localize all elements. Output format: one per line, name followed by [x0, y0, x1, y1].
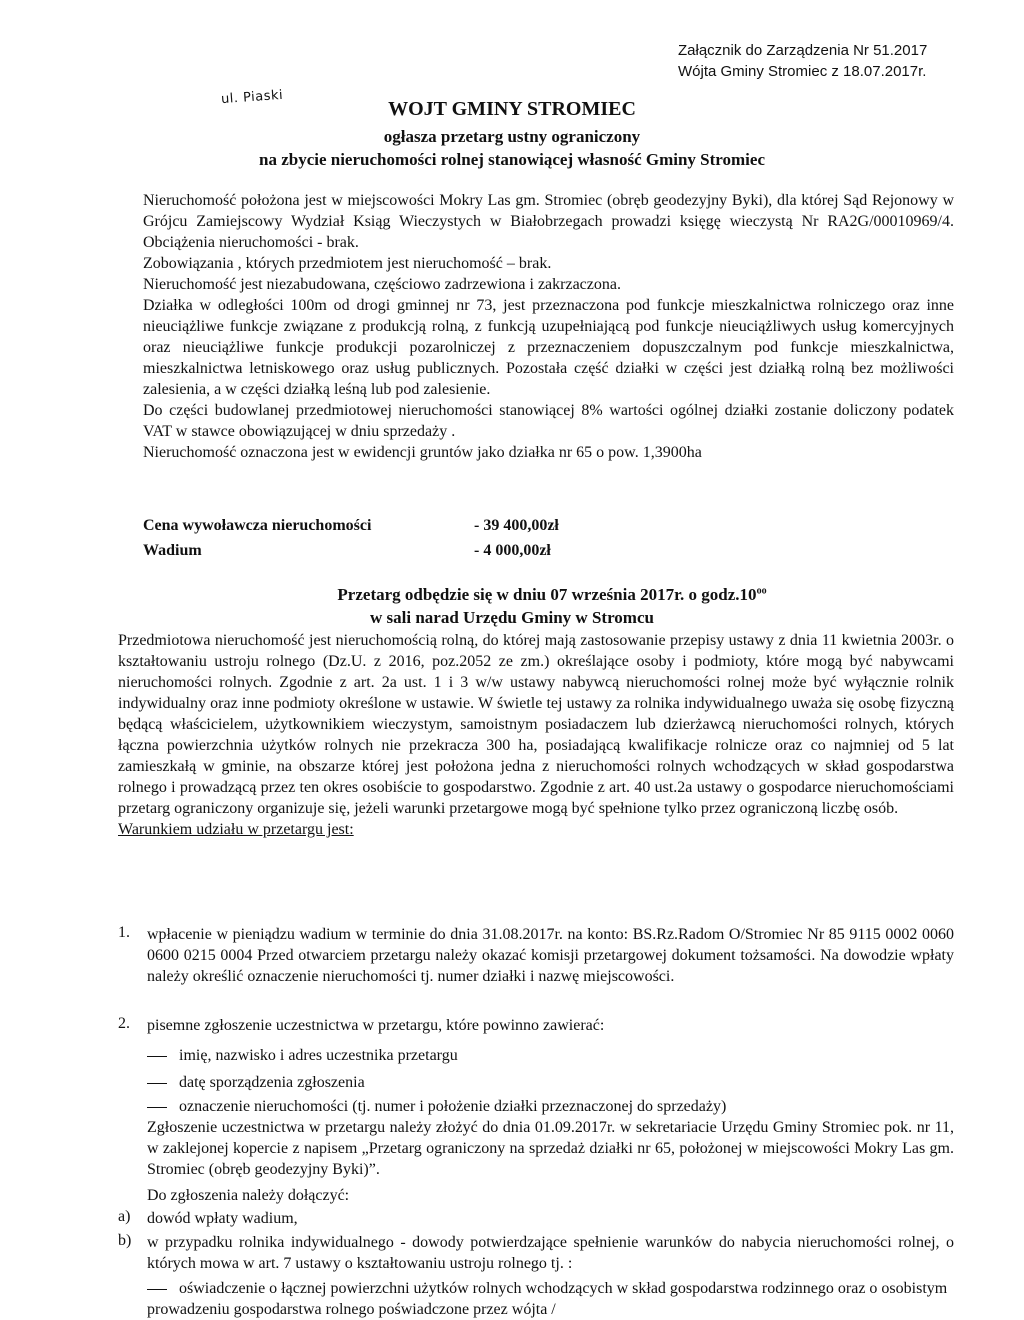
condition-2-text: pisemne zgłoszenie uczestnictwa w przetargu, które powinno zawierać:: [147, 1017, 605, 1034]
submission-paragraph: Zgłoszenie uczestnictwa w przetargu należy złożyć do dnia 01.09.2017r. w sekretariacie Urzędu Gminy Stromiec pok. nr 11, w zaklejonej kopercie z napisem „Przetarg ograniczony na sprzedaż działki nr 65, położonej w miejscowości Mokry Las gm. Stromiec (obręb geodezyjny Byki)”.: [147, 1119, 954, 1178]
body-paragraph-1: Przedmiotowa nieruchomość jest nieruchomością rolną, do której mają zastosowanie przepisy ustawy z dnia 11 kwietnia 2003r. o kształtowaniu ustroju rolnego (Dz.U. z 2016, poz.2052 ze zm.) określające osoby i podmioty, które mogą być nabywcami nieruchomości rolnych. Zgodnie z art. 2a ust. 1 i 3 w/w ustawy nabywcą nieruchomości rolnej może być wyłącznie rolnik indywidualny oraz inne podmioty określone w ustawie. W świetle tej ustawy za rolnika indywidualnego uważa się osobę fizyczną będącą właścicielem, użytkownikiem wieczystym, samoistnym posiadaczem lub dzierżawcą nieruchomości rolnych, których łączna powierzchnia użytków rolnych nie przekracza 300 ha, posiadającą kwalifikacje rolnicze oraz co najmniej od 5 lat zamieszkałą w gminie, na obszarze której jest położona jedna z nieruchomości rolnych wchodzących w skład gospodarstwa rolnego i prowadzącą przez ten okres osobiście to gospodarstwo. Zgodnie z art. 40 ust.2a ustawy o gospodarce nieruchomościami przetarg ograniczony organizuje się, jeżeli warunki przetargowe mogą być spełnione tylko przez ograniczoną liczbę osób.: [118, 632, 954, 817]
dash-bullet: [147, 1107, 167, 1108]
dash-item-last: [147, 1278, 954, 1320]
wadium-label: Wadium: [143, 542, 202, 559]
auction-date: [40, 585, 1024, 605]
condition-2-number: 2.: [118, 1015, 130, 1032]
dash-item: [147, 1047, 458, 1065]
intro-paragraph-5: Do części budowlanej przedmiotowej nieruchomości stanowiącej 8% wartości ogólnej działki zostanie doliczony podatek VAT w stawce obowiązującej w dniu sprzedaży .: [143, 402, 954, 440]
handwritten-note: ul. Piaski: [220, 87, 284, 108]
attachments-heading: Do zgłoszenia należy dołączyć:: [147, 1187, 350, 1204]
dash-bullet: [147, 1289, 167, 1290]
intro-paragraph-1: Nieruchomość położona jest w miejscowości Mokry Las gm. Stromiec (obręb geodezyjny Byki), dla której Sąd Rejonowy w Grójcu Zamiejscowy Wydział Ksiąg Wieczystych w Białobrzegach prowadzi księgę wieczystą Nr RA2G/00010969/4. Obciążenia nieruchomości - brak.: [143, 192, 954, 251]
page-title: WOJT GMINY STROMIEC: [388, 98, 636, 120]
body-section: [118, 630, 954, 840]
auction-place: w sali narad Urzędu Gminy w Stromcu: [370, 608, 654, 627]
intro-paragraph-6: Nieruchomość oznaczona jest w ewidencji gruntów jako działka nr 65 o pow. 1,3900ha: [143, 444, 702, 461]
attachment-line-1: Załącznik do Zarządzenia Nr 51.2017: [678, 42, 928, 59]
attachment-a-letter: a): [118, 1208, 131, 1225]
intro-paragraph-2: Zobowiązania , których przedmiotem jest nieruchomość – brak.: [143, 255, 552, 272]
intro-paragraph-3: Nieruchomość jest niezabudowana, częściowo zadrzewiona i zakrzaczona.: [143, 276, 621, 293]
wadium-value: - 4 000,00zł: [474, 542, 551, 559]
dash-item-text: oznaczenie nieruchomości (tj. numer i położenie działki przeznaczonej do sprzedaży): [179, 1098, 727, 1115]
attachment-b-text: w przypadku rolnika indywidualnego - dowody potwierdzające spełnienie warunków do nabycia nieruchomości rolnej, o których mowa w art. 7 ustawy o kształtowaniu ustroju rolnego tj. :: [147, 1234, 954, 1272]
intro-section: [143, 190, 954, 463]
dash-item-text: imię, nazwisko i adres uczestnika przetargu: [179, 1047, 458, 1064]
header-line-2: ogłasza przetarg ustny ograniczony: [383, 127, 641, 146]
price-label: Cena wywoławcza nieruchomości: [143, 517, 372, 534]
condition-1-text: wpłacenie w pieniądzu wadium w terminie do dnia 31.08.2017r. na konto: BS.Rz.Radom O/Stromiec Nr 85 9115 0002 0060 0600 0215 0004 Przed otwarciem przetargu należy okazać komisji przetargowej dokument tożsamości. Na dowodzie wpłaty należy określić oznaczenie nieruchomości tj. numer działki i nazwę miejscowości.: [147, 926, 954, 985]
conditions-heading: Warunkiem udziału w przetargu jest:: [118, 821, 354, 838]
price-value: - 39 400,00zł: [474, 517, 559, 534]
dash-item-last-text: oświadczenie o łącznej powierzchni użytków rolnych wchodzących w skład gospodarstwa rodzinnego oraz o osobistym prowadzeniu gospodarstwa rolnego poświadczone przez wójta /: [147, 1280, 948, 1318]
auction-date-text: Przetarg odbędzie się w dniu 07 września 2017r. o godz.10: [337, 585, 757, 604]
auction-time-sup: oo: [756, 585, 767, 597]
condition-1-number: 1.: [118, 924, 130, 941]
header-line-3: na zbycie nieruchomości rolnej stanowiącej własność Gminy Stromiec: [258, 150, 765, 169]
dash-item: [147, 1074, 365, 1092]
attachment-b-letter: b): [118, 1232, 132, 1249]
dash-item-text: datę sporządzenia zgłoszenia: [179, 1074, 365, 1091]
intro-paragraph-4: Działka w odległości 100m od drogi gminnej nr 73, jest przeznaczona pod funkcje mieszkalnictwa rolniczego oraz inne nieuciążliwe funkcje związane z produkcją rolną, z funkcją uzupełniającą pod funkcje nieuciążliwych usług komercyjnych oraz nieuciążliwe funkcje produkcji pozarolniczej z przeznaczeniem dopuszczalnym pod funkcje mieszkalnictwa, mieszkalnictwa letniskowego oraz usług publicznych. Pozostała część działki w części jest działką rolną bez możliwości zalesienia, a w części działką leśną lub pod zalesienie.: [143, 297, 954, 398]
attachment-a-text: dowód wpłaty wadium,: [147, 1210, 298, 1227]
dash-bullet: [147, 1083, 167, 1084]
attachment-line-2: Wójta Gminy Stromiec z 18.07.2017r.: [678, 63, 927, 80]
dash-bullet: [147, 1056, 167, 1057]
attachment-note: [678, 40, 927, 82]
dash-item: [147, 1098, 726, 1116]
